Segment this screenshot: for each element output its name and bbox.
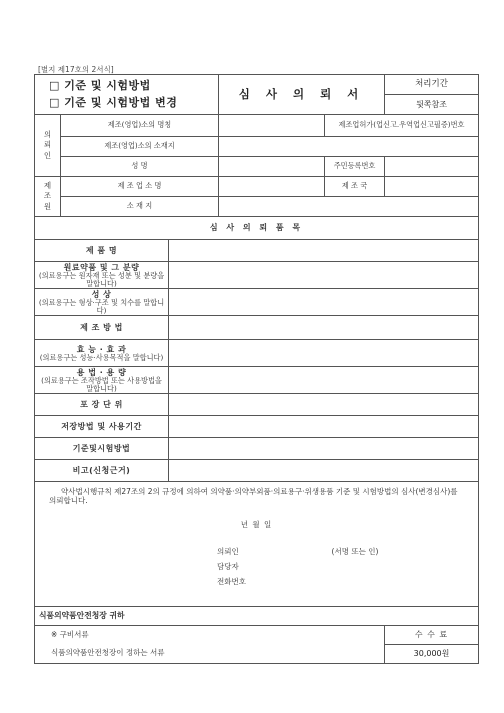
item-label: 비고(신청근거) <box>35 460 169 482</box>
phone-label: 전화번호 <box>217 577 246 587</box>
manufacturer-address-label: 소 재 지 <box>61 197 219 217</box>
facility-address-field[interactable] <box>219 137 479 157</box>
statement-text: 약사법시행규칙 제27조의 2의 규정에 의하여 의약품·의약부외품·의료용구·위생용품 기준 및 시험방법의 심사(변경심사)를 의뢰합니다. <box>49 487 458 505</box>
option-standard-label: 기준 및 시험방법 <box>64 78 151 92</box>
item-label: 용 법 · 용 량 (의료용구는 조작방법 또는 사용방법을 말합니다) <box>35 367 169 394</box>
manufacturer-name-label: 제 조 업 소 명 <box>61 177 219 197</box>
item-label: 기준및시험방법 <box>35 438 169 460</box>
item-label: 저장방법 및 사용기간 <box>35 416 169 438</box>
item-field[interactable] <box>169 367 479 394</box>
item-field[interactable] <box>169 316 479 340</box>
checkbox-standard[interactable]: □ <box>49 78 60 92</box>
client-section: 의뢰인 <box>35 115 61 177</box>
person-name-field[interactable] <box>219 157 325 177</box>
item-label: 포 장 단 위 <box>35 394 169 416</box>
review-request-form <box>34 74 479 664</box>
manufacturer-name-field[interactable] <box>219 177 325 197</box>
statement-block <box>35 482 479 607</box>
item-label: 제 조 방 법 <box>35 316 169 340</box>
required-docs-title: ※ 구비서류 <box>35 626 385 645</box>
manufacturer-address-field[interactable] <box>219 197 479 217</box>
resident-number-field[interactable] <box>385 157 479 177</box>
facility-address-label: 제조(영업)소의 소재지 <box>61 137 219 157</box>
item-field[interactable] <box>169 340 479 367</box>
date-line: 년 월 일 <box>240 520 273 530</box>
checkbox-standard-change[interactable]: □ <box>49 95 60 109</box>
item-label: 효 능 · 효 과 (의료용구는 성능·사용목적을 말합니다) <box>35 340 169 367</box>
required-docs-detail: 식품의약품안전청장이 정하는 서류 <box>35 645 385 664</box>
processing-period-value: 뒷쪽참조 <box>385 95 479 115</box>
resident-number-label: 주민등록번호 <box>325 157 385 177</box>
item-field[interactable] <box>169 460 479 482</box>
item-field[interactable] <box>169 438 479 460</box>
processing-period-label: 처리기간 <box>385 75 479 95</box>
items-header: 심 사 의 뢰 품 목 <box>35 217 479 240</box>
country-field[interactable] <box>385 177 479 197</box>
signature-note: (서명 또는 인) <box>331 547 379 557</box>
item-label: 원료약품 및 그 분량 (의료용구는 원자재 또는 성분 및 분량을 말합니다) <box>35 262 169 289</box>
addressee: 식품의약품안전청장 귀하 <box>35 607 479 626</box>
option-standard-change-label: 기준 및 시험방법 변경 <box>64 95 178 109</box>
item-field[interactable] <box>169 262 479 289</box>
item-field[interactable] <box>169 240 479 262</box>
license-number-label: 제조업허가(업신고.우역업신고필증)번호 <box>325 115 479 137</box>
item-field[interactable] <box>169 289 479 316</box>
form-title: 심 사 의 뢰 서 <box>219 75 385 115</box>
item-label: 제 품 명 <box>35 240 169 262</box>
request-type-options <box>35 75 219 115</box>
form-number: [별지 제17호의 2서식] <box>38 65 114 74</box>
fee-value: 30,000원 <box>385 645 479 664</box>
item-field[interactable] <box>169 394 479 416</box>
facility-name-label: 제조(영업)소의 명칭 <box>61 115 219 137</box>
item-label: 성 상 (의료용구는 형상·구조 및 치수를 말합니다) <box>35 289 169 316</box>
country-label: 제 조 국 <box>325 177 385 197</box>
fee-label: 수 수 료 <box>385 626 479 645</box>
handler-label: 담당자 <box>217 562 239 572</box>
item-field[interactable] <box>169 416 479 438</box>
facility-name-field[interactable] <box>219 115 325 137</box>
person-name-label: 성 명 <box>61 157 219 177</box>
manufacturer-section: 제조원 <box>35 177 61 217</box>
client-signature-label: 의뢰인 <box>217 547 239 557</box>
